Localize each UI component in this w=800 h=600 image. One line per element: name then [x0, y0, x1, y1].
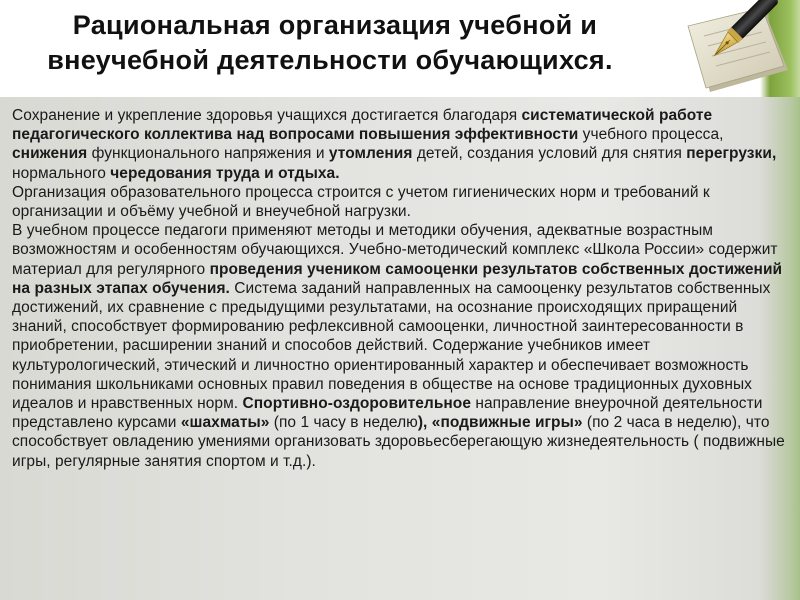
bold-text: Спортивно-оздоровительное — [242, 395, 471, 413]
text-run: направление внеурочной деятельности представлено курсами — [12, 395, 763, 432]
bold-text: снижения — [12, 145, 88, 163]
fountain-pen-icon — [670, 0, 800, 95]
text-run: детей, создания условий для снятия — [412, 145, 687, 163]
text-run: Организация образовательного процесса строится с учетом гигиенических норм и требований к организации и объёму учебной и внеучебной нагрузки. — [12, 183, 710, 221]
page-title-line-2: внеучебной деятельности обучающихся. — [47, 45, 613, 75]
paragraph — [12, 183, 792, 221]
paragraph — [12, 106, 792, 183]
text-run: (по 1 часу в неделю — [269, 414, 418, 432]
paragraph — [12, 221, 792, 471]
bold-text: чередования труда и отдыха. — [110, 164, 340, 182]
title-block — [0, 0, 660, 95]
text-run: В учебном процессе педагоги применяют методы и методики обучения, адекватные возрастным возможностям и особенностям обучающихся. Учебно-методический комплекс «Школа России» содержит материал для регулярного — [12, 222, 778, 278]
bold-text: проведения учеником самооценки результатов собственных достижений на разных этапах обучения. — [12, 260, 783, 297]
bold-text: «шахматы» — [180, 414, 270, 432]
page-title-line-1: Рациональная организация учебной и — [72, 10, 598, 40]
text-run: Сохранение и укрепление здоровья учащихся достигается благодаря — [12, 107, 522, 124]
bold-text: перегрузки, — [686, 145, 777, 163]
main-text — [12, 106, 792, 471]
bold-text: ), «подвижные игры» — [417, 414, 583, 432]
bold-text: систематической работе педагогического коллектива над вопросами повышения эффективности — [12, 107, 713, 144]
bold-text: утомления — [328, 145, 413, 163]
text-run: (по 2 часа в неделю), что способствует овладению умениями организовать здоровьесберегающую жизнедеятельность ( подвижные игры, регулярные занятия спортом и т.д.). — [12, 414, 785, 470]
text-run: учебного процесса, — [578, 126, 724, 144]
text-run: функционального напряжения и — [87, 145, 329, 163]
text-run: Система заданий направленных на самооценку результатов собственных достижений, их сравнение с предыдущими результатами, на осознание происходящих приращений знаний, способствует формированию рефлексивной самооценки, личностной заинтересованности в приобретении, расширении знаний и способов действий. Содержание учебников имеет культурологический, этический и личностно ориентированный характер и обеспечивает возможность понимания школьниками основных правил поведения в обществе на основе традиционных духовных идеалов и нравственных норм. — [12, 279, 771, 413]
text-run: нормального — [12, 164, 111, 182]
